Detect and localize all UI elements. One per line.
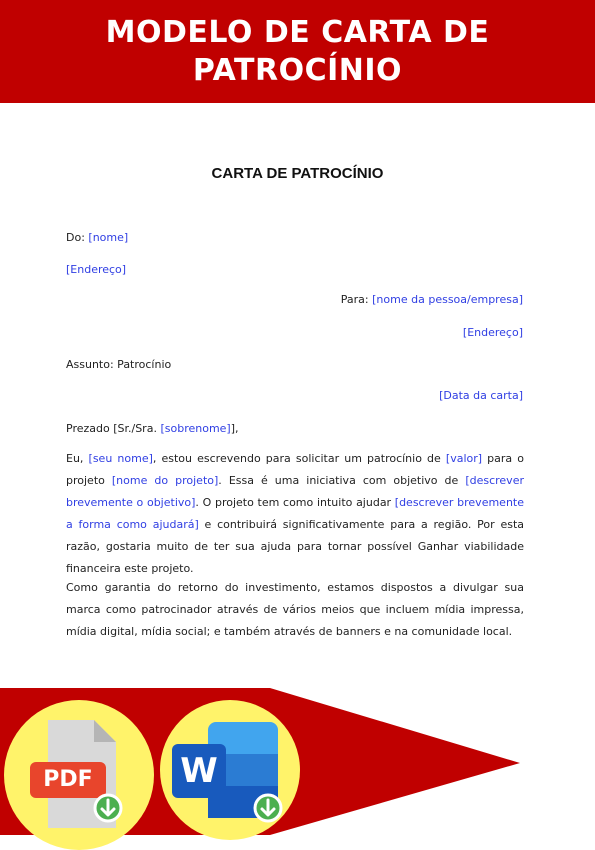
p1-text-1: Eu,: [66, 452, 89, 465]
p1-text-4: . Essa é uma iniciativa com objetivo de: [218, 474, 466, 487]
your-name-placeholder: [seu nome]: [88, 452, 153, 465]
date-placeholder: [Data da carta]: [439, 389, 523, 402]
to-address-placeholder: [Endereço]: [462, 326, 523, 339]
project-name-placeholder: [nome do projeto]: [111, 474, 219, 487]
p1-text-2: , estou escrevendo para solicitar um patrocínio de: [152, 452, 446, 465]
p1-text-5: . O projeto tem como intuito ajudar: [195, 496, 395, 509]
word-download-button[interactable]: [160, 700, 300, 840]
paragraph-request: [66, 448, 524, 580]
header-banner: [0, 0, 595, 103]
from-label: Do:: [66, 231, 89, 244]
paragraph-guarantee: Como garantia do retorno do investimento, estamos dispostos a divulgar sua marca como patrocinador através de vários meios que incluem mídia impressa, mídia digital, mídia social; e também através de banners e na comunidade local.: [66, 581, 524, 638]
surname-placeholder: [sobrenome]: [160, 422, 231, 435]
from-line: [66, 231, 128, 244]
banner-title-line-1: MODELO DE CARTA DE: [105, 14, 490, 50]
download-banner: [0, 688, 595, 835]
word-letter: W: [180, 751, 218, 791]
objective-placeholder: [descrever brevemente o objetivo]: [66, 474, 524, 509]
banner-title-line-2: PATROCÍNIO: [192, 52, 403, 88]
from-name-placeholder: [nome]: [88, 231, 129, 244]
to-line: [341, 293, 523, 306]
to-label: Para:: [340, 293, 373, 306]
to-name-placeholder: [nome da pessoa/empresa]: [372, 293, 523, 306]
greeting-line: [66, 422, 239, 435]
pdf-download-button[interactable]: [4, 700, 154, 850]
letter-title: CARTA DE PATROCÍNIO: [211, 165, 384, 182]
help-description-placeholder: [descrever brevemente a forma como ajudará]: [66, 496, 524, 531]
greeting-prefix: Prezado [Sr./Sra.: [66, 422, 161, 435]
pdf-label: PDF: [43, 767, 93, 792]
greeting-suffix: ],: [230, 422, 239, 435]
p1-text-3: para o projeto: [66, 452, 525, 487]
value-placeholder: [valor]: [445, 452, 483, 465]
subject-line: Assunto: Patrocínio: [66, 358, 172, 371]
from-address-placeholder: [Endereço]: [66, 263, 127, 276]
p1-text-6: e contribuirá significativamente para a região. Por esta razão, gostaria muito de ter sua ajuda para tornar possível Ganhar viabilidade financeira este projeto.: [66, 518, 524, 575]
